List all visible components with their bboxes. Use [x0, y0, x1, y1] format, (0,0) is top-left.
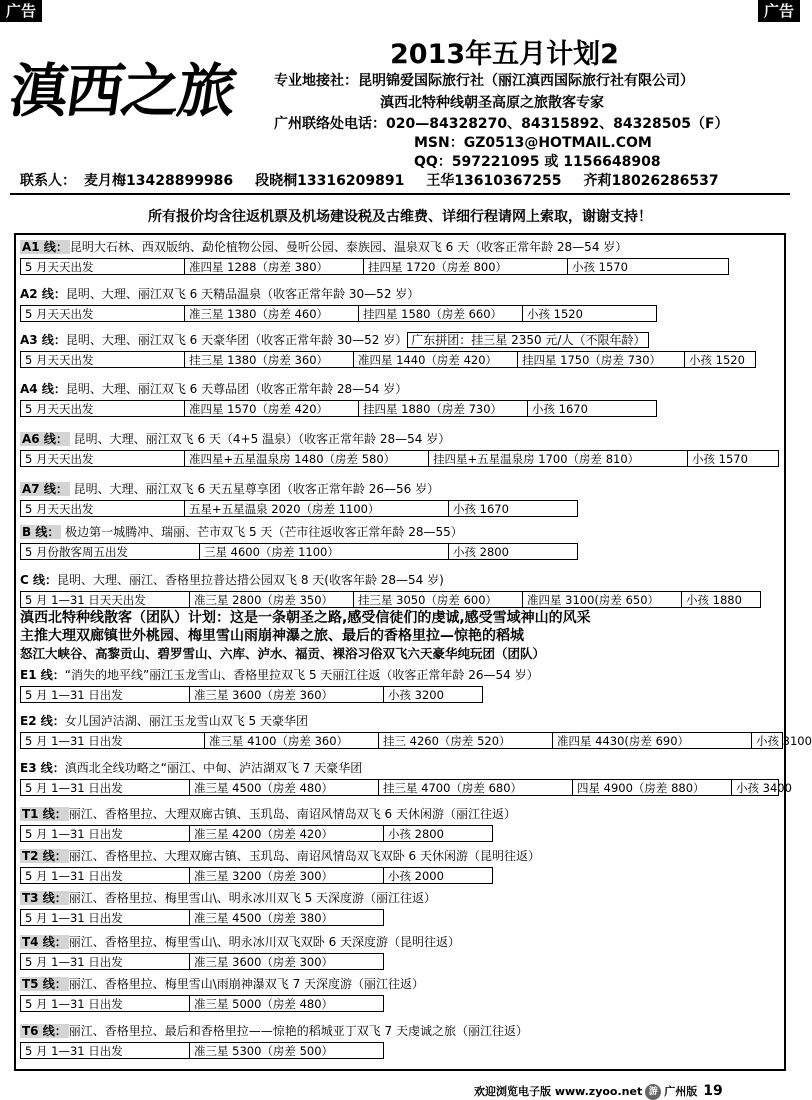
departure-cell: 5 月 1—31 日出发	[20, 867, 190, 884]
route-title: 昆明、大理、丽江双飞 6 天（4+5 温泉）（收客正常年龄 28—54 岁）	[69, 432, 451, 446]
price-cell: 挂四星 1880（房差 730）	[358, 400, 528, 417]
route-t4	[20, 934, 460, 970]
price-notice: 所有报价均含往返机票及机场建设税及古维费、详细行程请网上索取，谢谢支持！	[148, 209, 652, 225]
contacts-label: 联系人：	[20, 173, 76, 189]
child-price-cell: 小孩 1570	[687, 450, 779, 467]
special-line-1: 滇西北特种线散客（团队）计划：这是一条朝圣之路,感受信徒们的虔诚,感受雪域神山的风采	[20, 610, 591, 626]
route-title: 昆明、大理、丽江双飞 6 天五星尊享团（收客正常年龄 26—56 岁）	[69, 482, 440, 496]
special-route-intro	[20, 609, 591, 663]
page-number: 19	[703, 1083, 723, 1099]
route-t2	[20, 848, 540, 884]
route-a7	[20, 481, 578, 517]
price-cell: 挂三星 3050（房差 600）	[353, 591, 523, 608]
route-title: 丽江、香格里拉、大理双廊古镇、玉玑岛、南诏风情岛双飞 6 天休闲游（丽江往返）	[68, 807, 516, 821]
child-price-cell: 小孩 3100	[751, 732, 783, 749]
price-cell: 挂三 4260（房差 520）	[378, 732, 553, 749]
price-cell: 准四星 1570（房差 420）	[184, 400, 359, 417]
departure-cell: 5 月 1—31 日出发	[20, 779, 190, 796]
price-cell: 准三星 3600（房差 300）	[189, 953, 384, 970]
route-label: A3 线：	[20, 333, 66, 347]
plan-title: 2013年五月计划2	[390, 39, 619, 70]
route-label: T6 线：	[22, 1024, 67, 1038]
qq-line: QQ：597221095 或 1156648908	[414, 154, 661, 170]
route-label: E2 线：	[20, 714, 65, 728]
route-label: C 线：	[20, 573, 57, 587]
route-title: 丽江、香格里拉、大理双廊古镇、玉玑岛、南诏风情岛双飞双卧 6 天休闲游（昆明往返）	[68, 849, 540, 863]
route-a4	[20, 381, 657, 417]
route-c	[20, 572, 761, 608]
child-price-cell: 小孩 1570	[567, 258, 729, 275]
special-line-2: 主推大理双廊镇世外桃园、梅里雪山雨崩神瀑之旅、最后的香格里拉—惊艳的稻城	[20, 628, 524, 644]
route-title: 昆明、大理、丽江双飞 6 天尊品团（收客正常年龄 28—54 岁）	[65, 382, 408, 396]
footer	[474, 1083, 723, 1100]
price-cell: 挂三星 4700（房差 680）	[378, 779, 573, 796]
route-title: 丽江、香格里拉、梅里雪山\、明永冰川双飞 5 天深度游（丽江往返）	[68, 891, 437, 905]
route-title: 丽江、香格里拉、梅里雪山\、明永冰川双飞双卧 6 天深度游（昆明往返）	[68, 935, 461, 949]
route-title: 昆明、大理、丽江双飞 6 天豪华团（收客正常年龄 30—52 岁）	[65, 333, 408, 347]
route-label: T2 线：	[22, 849, 67, 863]
footer-url-text: 欢迎浏览电子版 www.zyoo.net	[474, 1085, 643, 1098]
ad-label-left: 广告	[0, 0, 42, 22]
departure-cell: 5 月 1—31 日出发	[20, 686, 190, 703]
agency-line: 专业地接社：昆明锦爱国际旅行社（丽江滇西国际旅行社有限公司）	[274, 73, 694, 89]
route-t6	[20, 1023, 528, 1059]
route-title: 丽江、香格里拉、最后和香格里拉——惊艳的稻城亚丁双飞 7 天虔诚之旅（丽江往返）	[68, 1024, 528, 1038]
price-cell: 五星+五星温泉 2020（房差 1100）	[184, 500, 449, 517]
price-cell: 挂四星+五星温泉房 1700（房差 810）	[428, 450, 688, 467]
route-title: 昆明、大理、丽江、香格里拉普达措公园双飞 8 天(收客年龄 28—54 岁)	[57, 573, 444, 587]
child-price-cell: 小孩 1520	[522, 305, 657, 322]
contacts	[20, 170, 741, 190]
route-a6	[20, 431, 779, 467]
departure-cell: 5 月 1—31 日出发	[20, 909, 190, 926]
child-price-cell: 小孩 3400	[731, 779, 779, 796]
route-t5	[20, 976, 424, 1012]
msn-line: MSN：GZ0513@HOTMAIL.COM	[414, 135, 652, 151]
publication-logo-icon: 游	[645, 1084, 661, 1100]
logo-title: 滇西之旅	[5, 57, 239, 125]
departure-cell: 5 月 1—31 日出发	[20, 1042, 190, 1059]
child-price-cell: 小孩 2000	[383, 867, 493, 884]
route-label: A4 线：	[20, 382, 66, 396]
route-title: 极边第一城腾冲、瑞丽、芒市双飞 5 天（芒市往返收客正常年龄 28—55）	[61, 525, 463, 539]
route-a1	[20, 239, 729, 275]
child-price-cell: 小孩 1880	[681, 591, 761, 608]
price-cell: 三星 4600（房差 1100）	[199, 543, 449, 560]
departure-cell: 5 月份散客周五出发	[20, 543, 200, 560]
route-t3	[20, 890, 436, 926]
price-cell: 准三星 4100（房差 360）	[204, 732, 379, 749]
departure-cell: 5 月 1—31 日出发	[20, 995, 190, 1012]
departure-cell: 5 月 1—31 日出发	[20, 732, 205, 749]
route-b	[20, 524, 578, 560]
route-label: E3 线：	[20, 761, 65, 775]
price-cell: 四星 4900（房差 880）	[572, 779, 732, 796]
route-title: 丽江、香格里拉、梅里雪山\雨崩神瀑双飞 7 天深度游（丽江往返）	[68, 977, 425, 991]
specialty-line: 滇西北特种线朝圣高原之旅散客专家	[380, 95, 604, 111]
child-price-cell: 小孩 1520	[684, 351, 756, 368]
price-cell: 准三星 2800（房差 350）	[189, 591, 354, 608]
price-cell: 准四星 4430(房差 690）	[552, 732, 752, 749]
route-label: T5 线：	[22, 977, 67, 991]
route-label: A1 线：	[22, 240, 68, 254]
ad-label-right: 广告	[758, 0, 800, 22]
price-cell: 挂四星 1750（房差 730）	[517, 351, 685, 368]
price-cell: 挂四星 1720（房差 800）	[363, 258, 568, 275]
child-price-cell: 小孩 1670	[448, 500, 578, 517]
departure-cell: 5 月天天出发	[20, 500, 185, 517]
contact-person: 段晓桐13316209891	[255, 173, 405, 189]
departure-cell: 5 月 1—31 日出发	[20, 953, 190, 970]
price-cell: 准三星 3200（房差 300）	[189, 867, 384, 884]
price-cell: 挂四星 1580（房差 660）	[358, 305, 523, 322]
price-cell: 准三星 5000（房差 480）	[189, 995, 384, 1012]
child-price-cell: 小孩 1670	[527, 400, 657, 417]
route-title: 女儿国泸沽湖、丽江玉龙雪山双飞 5 天豪华团	[64, 714, 308, 728]
route-label: E1 线：	[20, 668, 65, 682]
price-cell: 准四星 1288（房差 380）	[184, 258, 364, 275]
departure-cell: 5 月 1—31 日天天出发	[20, 591, 190, 608]
route-e2	[20, 713, 812, 749]
route-title: 昆明大石林、西双版纳、勐伦植物公园、曼听公园、泰族园、温泉双飞 6 天（收客正常年龄 28—54 岁）	[69, 240, 628, 254]
route-label: A6 线：	[22, 432, 68, 446]
price-cell: 准三星 4500（房差 380）	[189, 909, 384, 926]
route-a3	[20, 332, 756, 368]
contact-person: 王华13610367255	[426, 173, 562, 189]
price-cell: 准三星 4500（房差 480）	[189, 779, 379, 796]
route-label: A2 线：	[20, 287, 66, 301]
price-cell: 准四星+五星温泉房 1480（房差 580）	[184, 450, 429, 467]
route-title: 昆明、大理、丽江双飞 6 天精品温泉（收客正常年龄 30—52 岁）	[65, 287, 420, 301]
departure-cell: 5 月天天出发	[20, 258, 185, 275]
special-line-3: 怒江大峡谷、高黎贡山、碧罗雪山、六库、泸水、福贡、裸浴习俗双飞六天豪华纯玩团（团队）	[20, 646, 546, 661]
departure-cell: 5 月天天出发	[20, 351, 185, 368]
price-cell: 准三星 3600（房差 360）	[189, 686, 384, 703]
departure-cell: 5 月天天出发	[20, 400, 185, 417]
route-label: T1 线：	[22, 807, 67, 821]
edition-label: 广州版	[664, 1085, 698, 1098]
route-a2	[20, 286, 657, 322]
price-cell: 准四星 1440（房差 420）	[353, 351, 518, 368]
route-e1	[20, 667, 539, 703]
contact-person: 麦月梅13428899986	[84, 173, 234, 189]
departure-cell: 5 月天天出发	[20, 450, 185, 467]
route-label: A7 线：	[22, 482, 68, 496]
route-label: T3 线：	[22, 891, 67, 905]
route-title: “消失的地平线”丽江玉龙雪山、香格里拉双飞 5 天丽江往返（收客正常年龄 26—54 岁）	[64, 668, 539, 682]
price-cell: 挂三星 1380（房差 360）	[184, 351, 354, 368]
route-t1	[20, 806, 516, 842]
child-price-cell: 小孩 2800	[448, 543, 578, 560]
route-label: T4 线：	[22, 935, 67, 949]
price-cell: 准三星 4200（房差 420）	[189, 825, 384, 842]
divider	[10, 193, 790, 195]
price-cell: 准三星 1380（房差 460）	[184, 305, 359, 322]
departure-cell: 5 月天天出发	[20, 305, 185, 322]
route-label: B 线：	[22, 525, 60, 539]
contact-person: 齐莉18026286537	[583, 173, 719, 189]
phone-line: 广州联络处电话：020—84328270、84315892、84328505（F）	[274, 116, 729, 132]
child-price-cell: 小孩 3200	[383, 686, 483, 703]
price-cell: 准三星 5300（房差 500）	[189, 1042, 384, 1059]
route-e3	[20, 760, 792, 796]
route-title: 滇西北全线功略之“丽江、中甸、泸沽湖双飞 7 天豪华团	[64, 761, 363, 775]
departure-cell: 5 月 1—31 日出发	[20, 825, 190, 842]
guangdong-group-note: 广东拼团：挂三星 2350 元/人（不限年龄）	[407, 332, 649, 348]
child-price-cell: 小孩 2800	[383, 825, 493, 842]
price-cell: 准四星 3100(房差 650）	[522, 591, 682, 608]
